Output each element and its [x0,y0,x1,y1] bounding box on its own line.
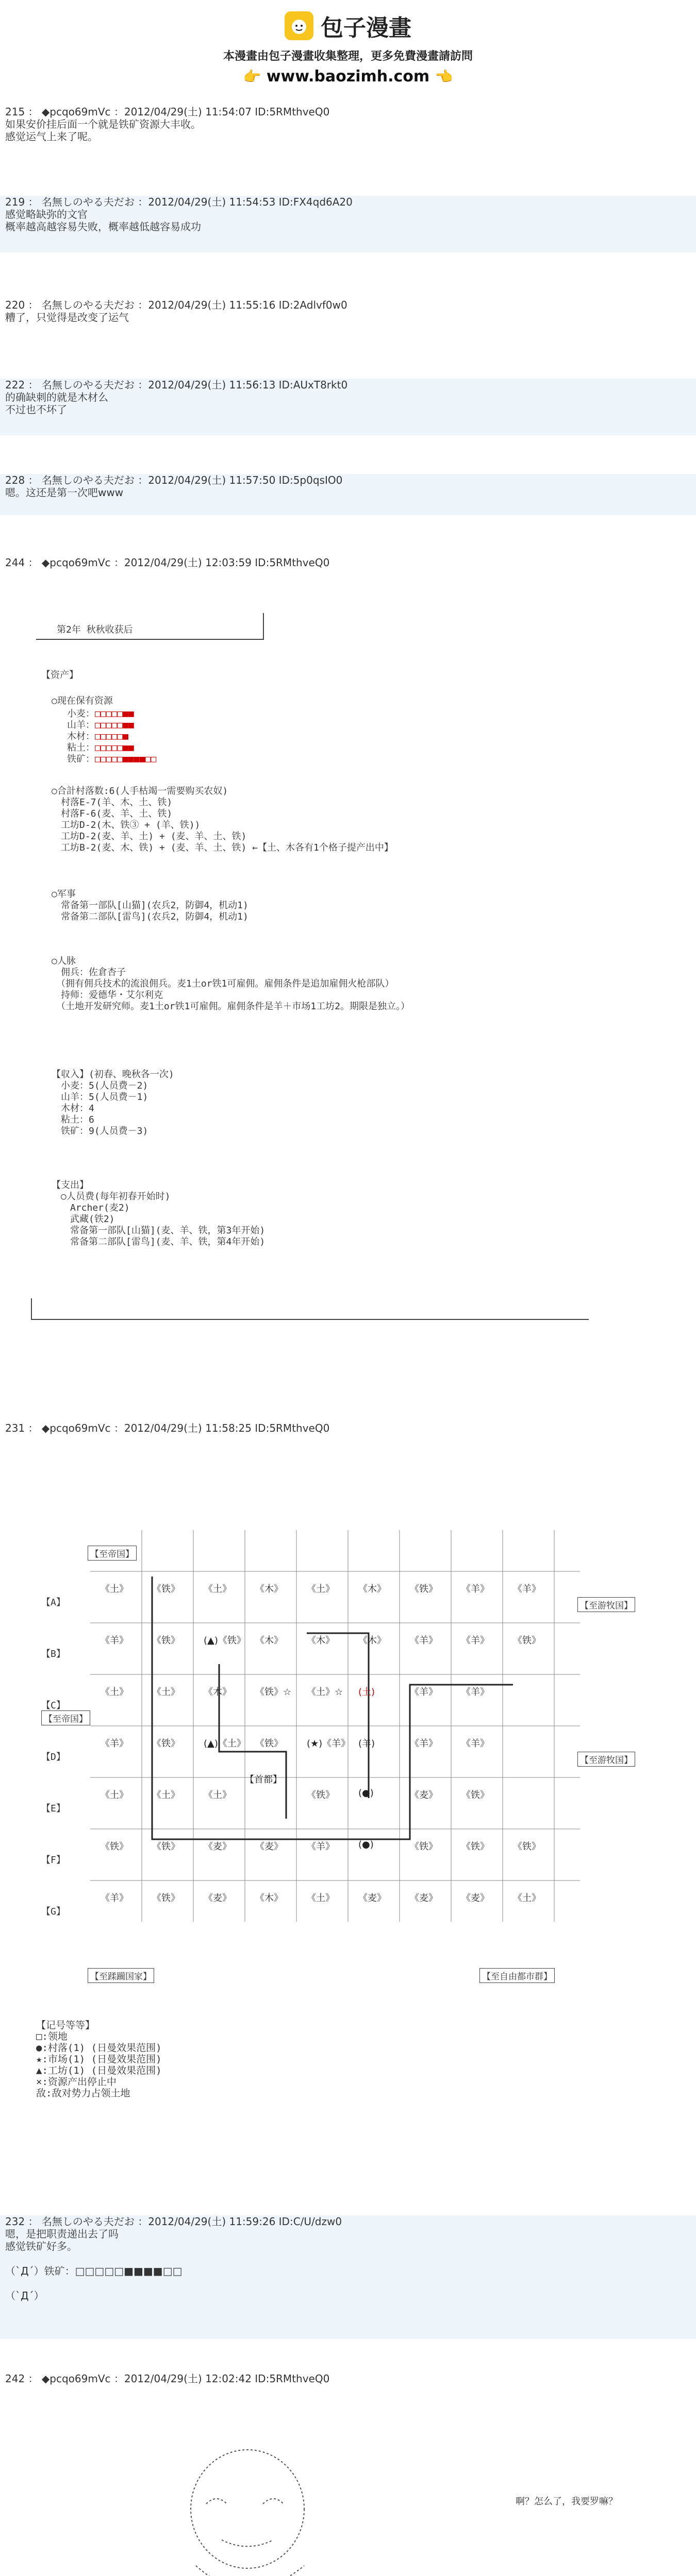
logo-text: 包子漫畫 [321,15,411,41]
store-header: ○现在保有资源 [52,696,113,706]
site-url[interactable] [0,67,696,86]
status-title: 第2年 秋秋收获后 [57,624,133,635]
post-header: 222 ： 名無しのやる夫だお ：2012/04/29(土) 11:56:13 ID:AUxT8rkt0 [5,379,348,391]
post-header: 231 ： ◆pcqo69mVc ：2012/04/29(土) 11:58:25 ID:5RMthveQ0 [5,1422,330,1434]
site-url-text[interactable]: www.baozimh.com [266,67,430,86]
map-label-south-west: 【至蹂躏国家】 [88,1968,154,1983]
post-222 [0,379,696,435]
logo-row [0,0,696,42]
resource-row: 铁矿：□□□□□■■■■□□ [67,754,157,765]
map-label-ally-west: 【至帝国】 [41,1710,90,1725]
post-body: 糟了，只觉得是改变了运气 [5,311,129,324]
map-label-ally-north: 【至帝国】 [88,1546,137,1561]
post-228 [0,474,696,515]
resource-row: 小麦：□□□□□■■ [67,708,134,719]
post-header: 244 ： ◆pcqo69mVc ：2012/04/29(土) 12:03:59 ID:5RMthveQ0 [5,556,330,569]
row-label: 【C】 [41,1700,65,1711]
people-block: ○人脉 佣兵：佐倉杏子 （拥有佣兵技术的流浪佣兵。麦1土or铁1可雇佣。雇佣条件是追加雇佣火枪部队） 持师：爱德华・艾尔利克 （土地开发研究师。麦1土or铁1可雇佣。雇佣条件是羊＋市场1工坊2。期限是独立。） [52,956,410,1012]
resource-list [67,708,156,765]
site-tagline: 本漫畫由包子漫畫收集整理，更多免費漫畫請訪問 [223,50,473,63]
post-219 [0,196,696,252]
capital-label: 【首都】 [245,1774,282,1785]
map-label-south-east: 【至自由都市群】 [479,1968,555,1983]
map-label-ally-east1: 【至游牧国】 [577,1597,635,1612]
post-215 [0,106,696,167]
row-label: 【D】 [41,1752,65,1762]
map-row-labels [41,1597,65,1958]
territory-map: 《土》 《铁》 《土》 《木》 《土》 《木》 《铁》 《羊》 《羊》 《羊》 《铁》 (▲)《铁》 《木》 《木》 《木》 《羊》 《羊》 《铁》 《土》 《土》 《木》 《铁》☆ 《土》☆ (土) 《羊》 《羊》 《羊》 《铁》 (▲)《土》 《铁》 (★)《羊》 (羊) 《羊》 《羊》 《土》 《土》 《土》 【首都】 《铁》 (●) 《麦》 《铁》 《铁》 《铁》 《麦》 《麦》 《羊》 (●) 《铁》 《铁》 《铁》 《羊》 《铁》 《麦》 《木》 《土》 《麦》 《麦》 《麦》 《土》 [90,1530,580,1922]
post-body: 的确缺刺的就是木材么 不过也不坏了 [5,391,108,416]
resource-row: 粘土：□□□□□■■ [67,742,134,753]
post-body: 如果安价挂后面一个就是铁矿资源大丰收。 感觉运气上来了呢。 [5,118,201,143]
post-header: 215 ： ◆pcqo69mVc ：2012/04/29(土) 11:54:07 ID:5RMthveQ0 [5,106,330,118]
income-block: 【収入】(初春、晚秋各一次) 小麦：5(人员费－2) 山羊：5(人员费－1) 木材：4 粘土：6 铁矿：9(人员费－3) [52,1069,174,1137]
pointing-hand-icon: 👈 [435,68,453,85]
map-label-ally-east2: 【至游牧国】 [577,1752,635,1767]
row-label: 【G】 [41,1906,65,1917]
post-header: 219 ： 名無しのやる夫だお ：2012/04/29(土) 11:54:53 ID:FX4qd6A20 [5,196,353,208]
post-header: 232 ： 名無しのやる夫だお ：2012/04/29(土) 11:59:26 ID:C/U/dzw0 [5,2215,342,2228]
row-label: 【A】 [41,1597,65,1608]
resource-row: 山羊：□□□□□■■ [67,720,134,731]
row-label: 【E】 [41,1803,65,1814]
villages-block: ○合計村落数:6(人手枯竭一需要购买农奴) 村落E-7(羊、木、土、铁) 村落F-6(麦、羊、土、铁) 工坊D-2(木、铁③ + (羊、铁)) 工坊D-2(麦、羊、土) + (麦、羊、土、铁) 工坊B-2(麦、木、铁) + (麦、羊、土、铁) ←【土、木各有1个格子提产出中】 [52,786,393,853]
expense-block: 【支出】 ○人员费(每年初春开始时) Archer(麦2) 武藏(铁2) 常备第一部队[山猫](麦、羊、铁，第3年开始) 常备第二部队[雷鸟](麦、羊、铁，第4年开始) [52,1180,266,1247]
post-220 [0,299,696,345]
army-block: ○军事 常备第一部队[山猫](农兵2，防御4，机动1) 常备第二部队[雷鸟](农兵2，防御4，机动1) [52,889,248,922]
post-header: 220 ： 名無しのやる夫だお ：2012/04/29(土) 11:55:16 ID:2Adlvf0w0 [5,299,347,311]
aa-question-text: 啊？怎么了，我要罗嘛？ [516,2496,618,2507]
ascii-art-character [150,2442,366,2576]
status-bottom-frame [31,1298,589,1320]
row-label: 【B】 [41,1649,65,1659]
pointing-hand-icon: 👉 [243,68,261,85]
logo-icon [285,11,313,40]
post-header: 242 ： ◆pcqo69mVc ：2012/04/29(土) 12:02:42 ID:5RMthveQ0 [5,2372,330,2385]
post-body: 感觉略缺弥的文官 概率越高越容易失败，概率越低越容易成功 [5,208,201,233]
map-legend: 【记号等等】 □:领地 ●:村落(1) (日曼效果范围) ★:市场(1) (日曼效果范围) ▲:工坊(1) (日曼效果范围) ×:资源产出停止中 敌:敌对势力占领土地 [36,2020,162,2099]
resource-row: 木材：□□□□□■ [67,731,129,742]
post-header: 228 ： 名無しのやる夫だお ：2012/04/29(土) 11:57:50 ID:5p0qsIO0 [5,474,343,486]
post-242 [0,2372,696,2388]
post-232 [0,2215,696,2339]
resources-header: 【资产】 [41,670,78,681]
post-body: 嗯，是把职责递出去了吗 感觉铁矿好多。 （`Д´）铁矿：□□□□□■■■■□□ （`Д´） [5,2228,183,2302]
post-244 [0,556,696,572]
post-body: 嗯。这还是第一次吧www [5,486,124,499]
row-label: 【F】 [41,1855,65,1866]
site-header [0,0,696,98]
post-231 [0,1422,696,1437]
